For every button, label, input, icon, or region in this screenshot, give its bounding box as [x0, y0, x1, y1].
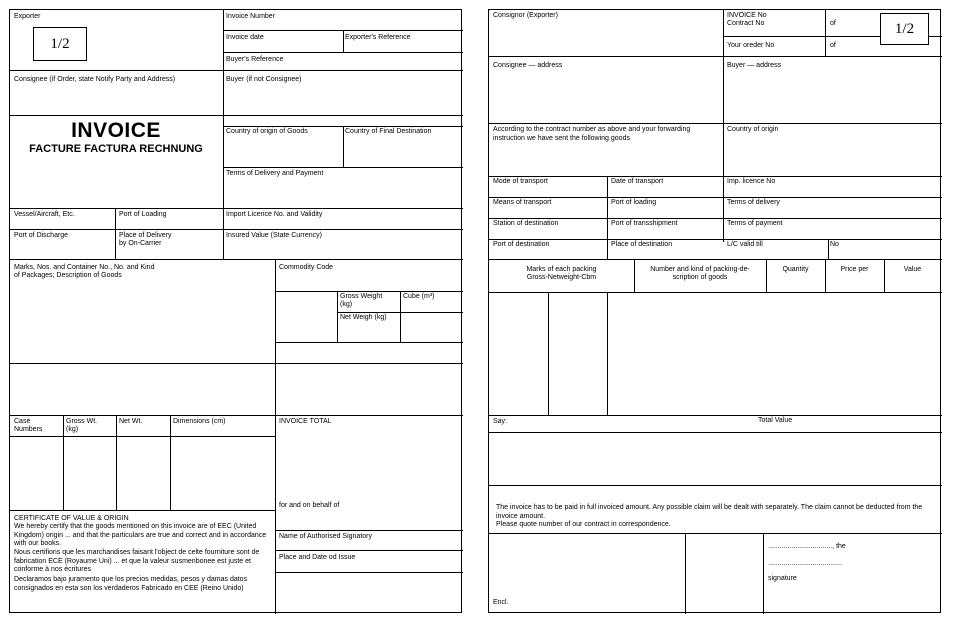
divider	[275, 572, 463, 573]
divider	[825, 10, 826, 56]
divider	[685, 533, 686, 614]
insured-value-label: Insured Value (State Currency)	[226, 232, 322, 239]
payment-note: The invoice has to be paid in full invoiced amount. Any possible claim will be dealt with separately. The claim cannot be deducted from the invoice amount.	[496, 504, 923, 520]
buyer-label: Buyer (if not Consignee)	[226, 76, 302, 83]
date-transport-label: Date of transport	[611, 178, 664, 185]
divider	[223, 167, 463, 168]
invoice-no-label: INVOICE No	[727, 12, 767, 19]
cube-label: Cube (m³)	[403, 293, 435, 300]
lc-valid-label: L/C valid till	[727, 241, 763, 248]
divider	[223, 10, 224, 259]
divider	[884, 259, 885, 292]
divider	[10, 436, 275, 437]
terms-payment-label: Terms of payment	[727, 220, 783, 227]
gross-weight-unit-label: (kg)	[340, 301, 353, 308]
col-marks-header: Marks of each packing	[526, 266, 597, 273]
divider	[766, 259, 767, 292]
place-destination-label: Place of destination	[611, 241, 673, 248]
divider	[489, 176, 942, 177]
place-delivery-label-2: by On-Carrier	[119, 240, 162, 247]
divider	[489, 485, 942, 486]
divider	[275, 550, 463, 551]
divider	[828, 239, 829, 259]
col-marks-header-2: Gross-Netweight-Cbm	[526, 274, 597, 281]
buyer-address-label: Buyer — address	[727, 62, 782, 69]
commodity-code-label: Commodity Code	[279, 264, 334, 271]
marks-label: Marks, Nos. and Container No., No. and Kind	[14, 264, 155, 271]
divider	[10, 415, 463, 416]
vessel-label: Vessel/Aircraft, Etc.	[14, 211, 75, 218]
col-price-header: Price per	[840, 266, 869, 273]
port-transshipment-label: Port of transshipment	[611, 220, 678, 227]
certificate-spanish: Declaramos bajo juramento que los precios medidas, pesos y damas datos consignados en esta son los verdaderos Fabricado en CEE (Reino Unido)	[14, 576, 248, 592]
divider	[10, 229, 463, 230]
divider	[825, 259, 826, 292]
divider	[489, 123, 942, 124]
signature-label: signature	[768, 575, 797, 582]
means-transport-label: Means of transport	[493, 199, 552, 206]
case-numbers-label: Case	[14, 418, 31, 425]
divider	[10, 70, 223, 71]
dimensions-label: Dimensions (cm)	[173, 418, 226, 425]
divider	[489, 197, 942, 198]
country-origin-label-right: Country of origin	[727, 126, 779, 133]
certificate-english: We hereby certify that the goods mentioned on this invoice are of EEC (United Kingdom) origin ... and that the particulars are true and correct and in accordance with our books.	[14, 523, 267, 548]
for-behalf-label: for and on behalf of	[279, 502, 340, 509]
port-destination-label: Port of destination	[493, 241, 550, 248]
divider	[489, 259, 942, 260]
divider	[489, 533, 942, 534]
divider	[343, 30, 344, 52]
consignee-address-label: Consignee — address	[493, 62, 563, 69]
divider	[116, 415, 117, 510]
certificate-title: CERTIFICATE OF VALUE & ORIGIN	[14, 515, 129, 522]
port-loading-label-right: Port of loading	[611, 199, 657, 206]
consignee-label: Consignee (if Order, state Notify Party and Address)	[14, 76, 176, 83]
col-value-header: Value	[903, 266, 922, 273]
consignor-label: Consignor (Exporter)	[493, 12, 558, 19]
divider	[489, 218, 942, 219]
divider	[489, 239, 942, 240]
terms-delivery-label-right: Terms of delivery	[727, 199, 780, 206]
divider	[337, 291, 338, 342]
divider	[343, 126, 344, 167]
col-number-kind-header: Number and kind of packing-de-	[650, 266, 750, 273]
gross-wt-label: Gross Wt.	[66, 418, 98, 425]
your-order-no-label: Your oreder No	[727, 42, 775, 49]
divider	[10, 208, 463, 209]
divider	[489, 56, 942, 57]
country-destination-label: Country of Final Destination	[345, 128, 432, 135]
divider	[337, 312, 463, 313]
buyers-reference-label: Buyer's Reference	[226, 56, 284, 63]
gross-wt-unit-label: (kg)	[66, 426, 79, 433]
divider	[115, 208, 116, 259]
no-label: No	[830, 241, 839, 248]
page-number-box: 1/2	[33, 27, 87, 61]
country-origin-label: Country of origin of Goods	[226, 128, 308, 135]
terms-delivery-label: Terms of Delivery and Payment	[226, 170, 324, 177]
encl-label: Encl.	[493, 599, 509, 606]
invoice-total-label: INVOICE TOTAL	[279, 418, 332, 425]
divider	[170, 415, 171, 510]
quote-note: Please quote number of our contract in correspondence.	[496, 521, 671, 528]
divider	[275, 291, 463, 292]
invoice-date-label: Invoice date	[226, 34, 264, 41]
net-wt-label: Net Wt.	[119, 418, 143, 425]
col-quantity-header: Quantity	[782, 266, 809, 273]
divider	[723, 10, 724, 242]
divider	[10, 259, 463, 260]
divider	[489, 415, 942, 416]
of-label-2: of	[830, 42, 836, 49]
invoice-number-label: Invoice Number	[226, 13, 276, 20]
divider	[489, 292, 942, 293]
say-label: Say:	[493, 418, 508, 425]
imp-licence-label: Imp. licence No	[727, 178, 776, 185]
place-delivery-label: Place of Delivery	[119, 232, 172, 239]
divider	[275, 259, 276, 415]
net-weight-label: Net Weigh (kg)	[340, 314, 387, 321]
authorised-signatory-label: Name of Authorised Signatory	[279, 533, 372, 540]
divider	[275, 342, 463, 343]
divider	[63, 415, 64, 510]
port-loading-label: Port of Loading	[119, 211, 167, 218]
divider	[275, 530, 463, 531]
gross-weight-label: Gross Weight	[340, 293, 383, 300]
page-number-box: 1/2	[880, 13, 929, 45]
divider	[275, 415, 276, 614]
import-licence-label: Import Licence No. and Validity	[226, 211, 323, 218]
dots-line: ......................................	[768, 560, 842, 567]
date-dots-line: ................................., the	[768, 543, 846, 550]
invoice-subtitle: FACTURE FACTURA RECHNUNG	[29, 143, 203, 155]
divider	[10, 510, 275, 511]
exporters-reference-label: Exporter's Reference	[345, 34, 411, 41]
divider	[400, 291, 401, 342]
divider	[10, 115, 463, 116]
marks-label-2: of Packages; Description of Goods	[14, 272, 122, 279]
divider	[548, 292, 549, 415]
divider	[489, 432, 942, 433]
contract-no-label: Contract No	[727, 20, 765, 27]
of-label: of	[830, 20, 836, 27]
total-value-label: Total Value	[758, 417, 793, 424]
mode-transport-label: Mode of transport	[493, 178, 548, 185]
exporter-label: Exporter	[14, 13, 41, 20]
col-number-kind-header-2: scription of goods	[672, 274, 728, 281]
divider	[607, 292, 608, 415]
invoice-title: INVOICE	[71, 119, 161, 142]
divider	[223, 52, 463, 53]
divider	[763, 533, 764, 614]
contract-text: According to the contract number as above and your forwarding instruction we have sent the following goods	[493, 126, 691, 142]
divider	[223, 70, 463, 71]
divider	[10, 363, 463, 364]
place-date-issue-label: Place and Date od Issue	[279, 554, 356, 561]
station-destination-label: Station of destination	[493, 220, 559, 227]
certificate-french: Nous certifions que les marchandises faisant l'object de celte fourniture sont de fabrication ECE (Royaume Uni) ... et que la valeur susmenbonee est juste et conforme à nos écritures	[14, 549, 260, 574]
case-numbers-label-2: Numbers	[14, 426, 43, 433]
port-discharge-label: Port of Discharge	[14, 232, 69, 239]
